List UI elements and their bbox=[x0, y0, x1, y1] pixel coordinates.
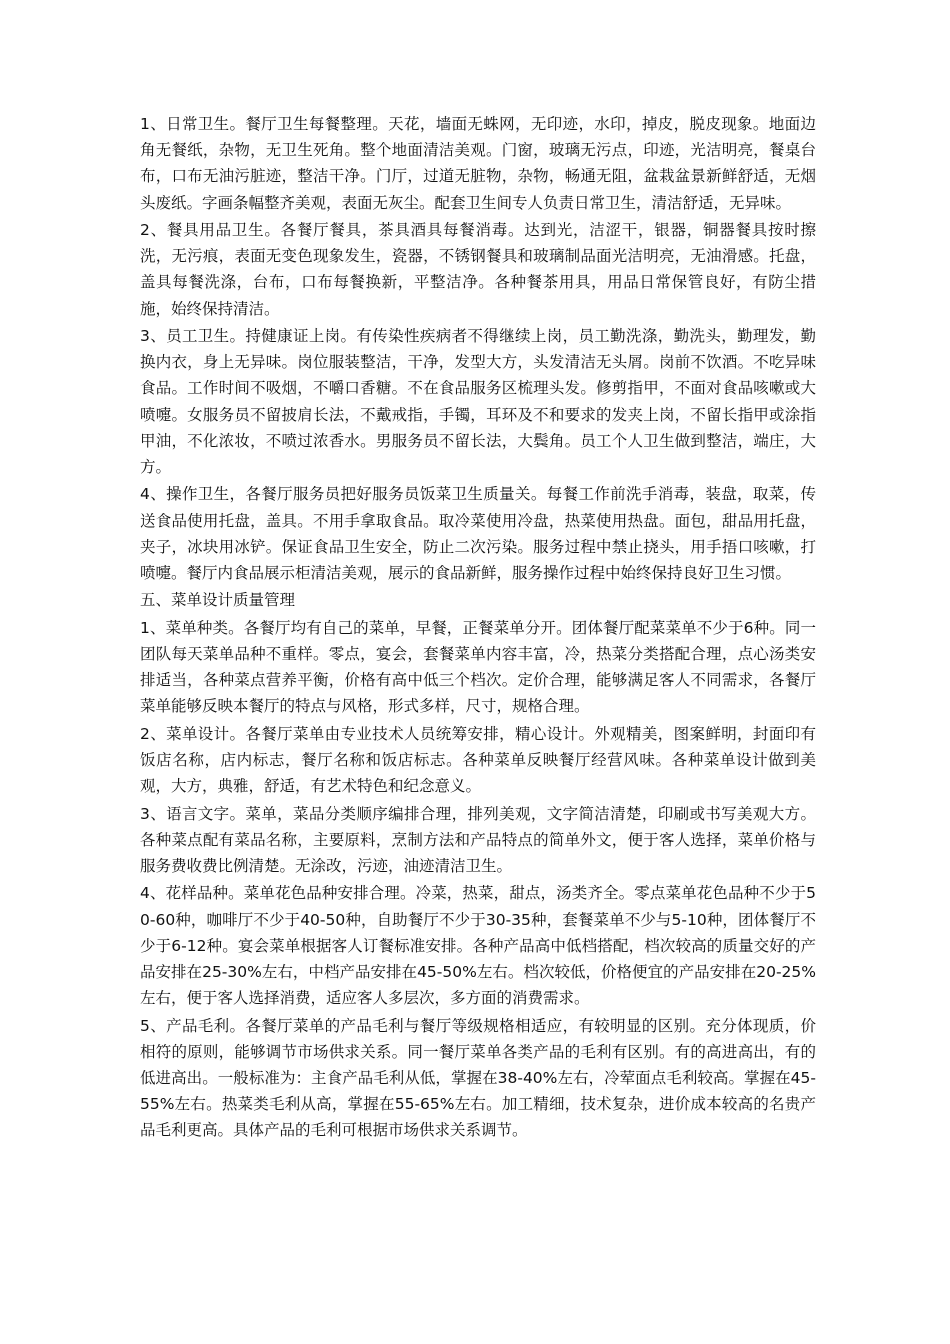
section-heading-menu-design: 五、菜单设计质量管理 bbox=[140, 591, 296, 610]
paragraph-menu-types: 1、菜单种类。各餐厅均有自己的菜单，早餐，正餐菜单分开。团体餐厅配菜菜单不少于6种。同一团队每天菜单品种不重样。零点，宴会，套餐菜单内容丰富，冷，热菜分类搭配合理，点心汤类安排适当，各种菜点营养平衡，价格有高中低三个档次。定价合理，能够满足客人不同需求，各餐厅菜单能够反映本餐厅的特点与风格，形式多样，尺寸，规格合理。 bbox=[140, 618, 816, 716]
paragraph-gross-profit: 5、产品毛利。各餐厅菜单的产品毛利与餐厅等级规格相适应，有较明显的区别。充分体现质，价相符的原则，能够调节市场供求关系。同一餐厅菜单各类产品的毛利有区别。有的高进高出，有的低进高出。一般标准为：主食产品毛利从低，掌握在38-40%左右，冷荤面点毛利较高。掌握在45-55%左右。热菜类毛利从高，掌握在55-65%左右。加工精细，技术复杂，进价成本较高的名贵产品毛利更高。具体产品的毛利可根据市场供求关系调节。 bbox=[140, 1016, 816, 1140]
paragraph-tableware-hygiene: 2、餐具用品卫生。各餐厅餐具，茶具酒具每餐消毒。达到光，洁涩干，银器，铜器餐具按时擦洗，无污痕，表面无变色现象发生，瓷器，不锈钢餐具和玻璃制品面光洁明亮，无油滑感。托盘，盖具每餐洗涤，台布，口布每餐换新，平整洁净。各种餐茶用具，用品日常保管良好，有防尘措施，始终保持清洁。 bbox=[140, 221, 816, 318]
paragraph-operation-hygiene: 4、操作卫生，各餐厅服务员把好服务员饭菜卫生质量关。每餐工作前洗手消毒，装盘，取菜，传送食品使用托盘，盖具。不用手拿取食品。取冷菜使用冷盘，热菜使用热盘。面包，甜品用托盘，夹子，冰块用冰铲。保证食品卫生安全，防止二次污染。服务过程中禁止挠头，用手捂口咳嗽，打喷嚏。餐厅内食品展示柜清洁美观，展示的食品新鲜，服务操作过程中始终保持良好卫生习惯。 bbox=[140, 485, 816, 583]
paragraph-menu-design: 2、菜单设计。各餐厅菜单由专业技术人员统筹安排，精心设计。外观精美，图案鲜明，封面印有饭店名称，店内标志，餐厅名称和饭店标志。各种菜单反映餐厅经营风味。各种菜单设计做到美观，大方，典雅，舒适，有艺术特色和纪念意义。 bbox=[140, 724, 816, 796]
paragraph-daily-hygiene: 1、日常卫生。餐厅卫生每餐整理。天花，墙面无蛛网，无印迹，水印，掉皮，脱皮现象。地面边角无餐纸，杂物，无卫生死角。整个地面清洁美观。门窗，玻璃无污点，印迹，光洁明亮，餐桌台布，口布无油污脏迹，整洁干净。门厅，过道无脏物，杂物，畅通无阻，盆栽盆景新鲜舒适，无烟头废纸。字画条幅整齐美观，表面无灰尘。配套卫生间专人负责日常卫生，清洁舒适，无异味。 bbox=[140, 115, 816, 212]
paragraph-staff-hygiene: 3、员工卫生。持健康证上岗。有传染性疾病者不得继续上岗，员工勤洗涤，勤洗头，勤理发，勤换内衣，身上无异味。岗位服装整洁，干净，发型大方，头发清洁无头屑。岗前不饮酒。不吃异味食品。工作时间不吸烟，不嚼口香糖。不在食品服务区梳理头发。修剪指甲，不面对食品咳嗽或大喷嚏。女服务员不留披肩长法，不戴戒指，手镯，耳环及不和要求的发夹上岗，不留长指甲或涂指甲油，不化浓妆，不喷过浓香水。男服务员不留长法，大鬓角。员工个人卫生做到整洁，端庄，大方。 bbox=[140, 327, 816, 477]
document-body bbox=[140, 111, 816, 1145]
paragraph-varieties: 4、花样品种。菜单花色品种安排合理。冷菜，热菜，甜点，汤类齐全。零点菜单花色品种不少于50-60种，咖啡厅不少于40-50种，自助餐厅不少于30-35种，套餐菜单不少与5-10种，团体餐厅不少于6-12种。宴会菜单根据客人订餐标准安排。各种产品高中低档搭配，档次较高的质量交好的产品安排在25-30%左右，中档产品安排在45-50%左右。档次较低，价格便宜的产品安排在20-25%左右，便于客人选择消费，适应客人多层次，多方面的消费需求。 bbox=[140, 884, 816, 1008]
paragraph-language-text: 3、语言文字。菜单，菜品分类顺序编排合理，排列美观，文字简洁清楚，印刷或书写美观大方。各种菜点配有菜品名称，主要原料，烹制方法和产品特点的简单外文，便于客人选择，菜单价格与服务费收费比例清楚。无涂改，污迹，油迹清洁卫生。 bbox=[140, 804, 816, 875]
